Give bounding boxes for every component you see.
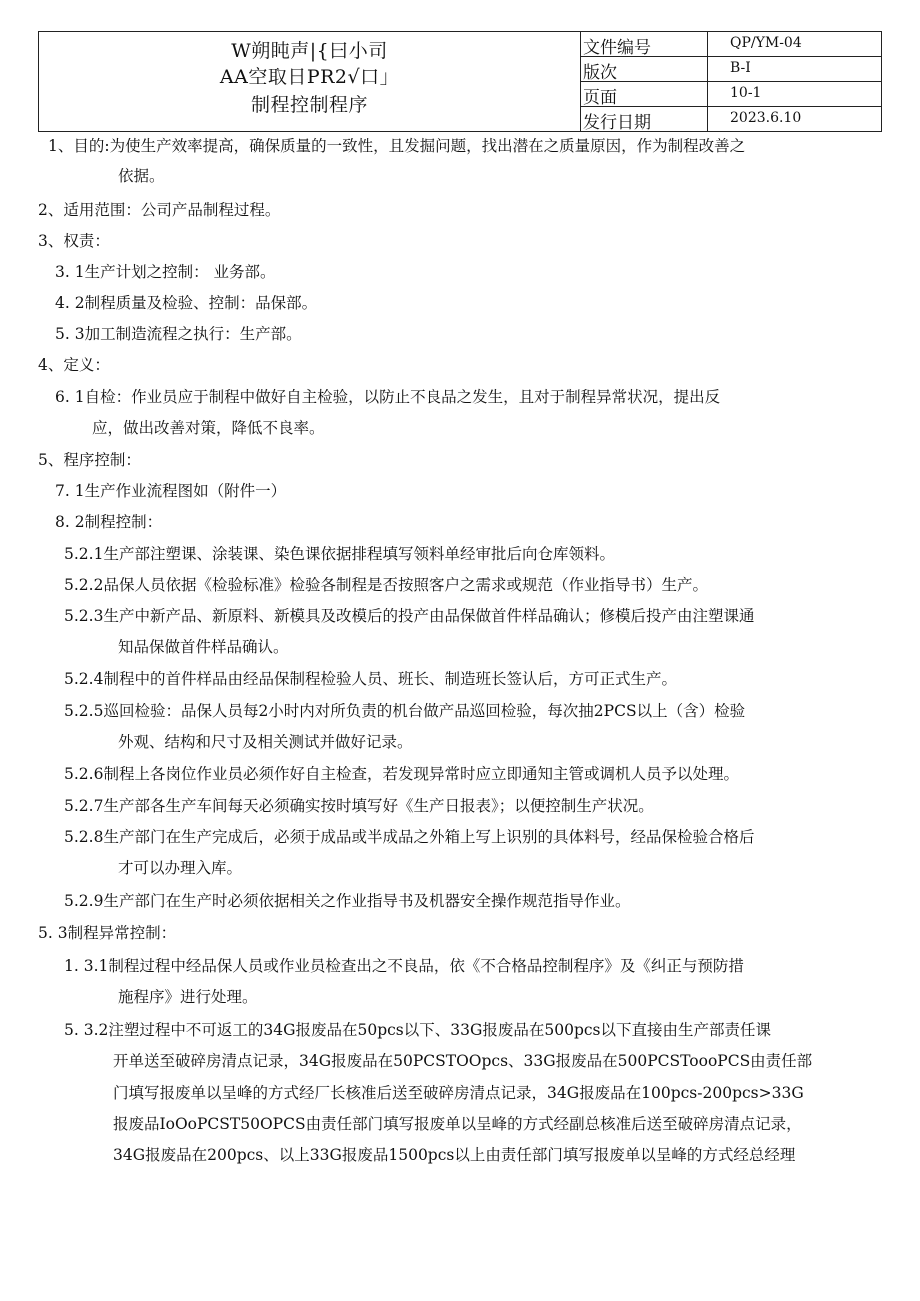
version-value: B-I xyxy=(730,60,751,76)
item-5-3-2-cont-2: 门填写报废单以呈峰的方式经厂长核准后送至破碎房清点记录，34G报废品在100pcs-200pcs>33G xyxy=(113,1084,804,1102)
item-5-2-3: 5.2.3生产中新产品、新原料、新模具及改模后的投产由品保做首件样品确认；修模后投产由注塑课通 xyxy=(64,607,755,625)
issue-date-label: 发行日期 xyxy=(583,113,651,133)
item-3-1: 3. 1生产计划之控制： 业务部。 xyxy=(55,263,276,281)
item-5-3-2-cont-4: 34G报废品在200pcs、以上33G报废品1500pcs以上由责任部门填写报废单以呈峰的方式经总经理 xyxy=(113,1146,796,1164)
document-header xyxy=(38,31,882,132)
section-5-heading: 5、程序控制： xyxy=(38,451,141,469)
item-5-2-9: 5.2.9生产部门在生产时必须依据相关之作业指导书及机器安全操作规范指导作业。 xyxy=(64,892,631,910)
company-name-line2: AA空取日PR2√口」 xyxy=(219,66,400,88)
item-5-2-1: 5.2.1生产部注塑课、涂装课、染色课依据排程填写领料单经审批后向仓库领料。 xyxy=(64,545,615,563)
header-title-cell xyxy=(39,32,581,131)
section-1-purpose-cont: 依据。 xyxy=(118,167,165,185)
company-name-line1: W朔盹声|{曰小司 xyxy=(231,40,388,62)
item-3-2: 4. 2制程质量及检验、控制：品保部。 xyxy=(55,294,318,312)
item-5-3-2-cont-3: 报废品IoOoPCST50OPCS由责任部门填写报废单以呈峰的方式经副总核准后送至破碎房清点记录， xyxy=(113,1115,802,1133)
version-label: 版次 xyxy=(583,63,617,83)
item-5-3: 5. 3制程异常控制： xyxy=(38,924,177,942)
issue-date-value: 2023.6.10 xyxy=(730,110,802,126)
doc-number-value: QP/YM-04 xyxy=(730,35,802,51)
page-label: 页面 xyxy=(583,88,617,108)
page-value: 10-1 xyxy=(730,85,762,101)
item-5-2-8-cont: 才可以办理入库。 xyxy=(118,859,243,877)
section-4-heading: 4、定义： xyxy=(38,356,110,374)
item-5-1: 7. 1生产作业流程图如（附件一） xyxy=(55,482,287,500)
header-row-issue-date xyxy=(580,107,882,132)
item-5-2-4: 5.2.4制程中的首件样品由经品保制程检验人员、班长、制造班长签认后，方可正式生产。 xyxy=(64,670,677,688)
document-title: 制程控制程序 xyxy=(250,94,368,116)
item-4-1-cont: 应，做出改善对策，降低不良率。 xyxy=(92,419,325,437)
section-3-heading: 3、权责： xyxy=(38,232,110,250)
header-row-version xyxy=(580,57,882,82)
section-1-purpose: 1、目的:为使生产效率提高，确保质量的一致性，且发掘问题，找出潜在之质量原因，作为制程改善之 xyxy=(48,137,746,155)
header-row-page xyxy=(580,82,882,107)
item-5-3-1: 1. 3.1制程过程中经品保人员或作业员检查出之不良品，依《不合格品控制程序》及《纠正与预防措 xyxy=(64,957,744,975)
item-5-3-2: 5. 3.2注塑过程中不可返工的34G报废品在50pcs以下、33G报废品在500pcs以下直接由生产部责任课 xyxy=(64,1021,772,1039)
item-4-1: 6. 1自检：作业员应于制程中做好自主检验，以防止不良品之发生，且对于制程异常状况，提出反 xyxy=(55,388,721,406)
item-5-2-5-cont: 外观、结构和尺寸及相关测试并做好记录。 xyxy=(118,733,413,751)
item-5-2-6: 5.2.6制程上各岗位作业员必须作好自主检查，若发现异常时应立即通知主管或调机人员予以处理。 xyxy=(64,765,739,783)
item-5-2-5: 5.2.5巡回检验：品保人员每2小时内对所负责的机台做产品巡回检验，每次抽2PCS以上（含）检验 xyxy=(64,702,746,720)
item-5-3-1-cont: 施程序》进行处理。 xyxy=(118,988,258,1006)
item-5-2-8: 5.2.8生产部门在生产完成后，必须于成品或半成品之外箱上写上识别的具体料号，经品保检验合格后 xyxy=(64,828,755,846)
item-5-2-7: 5.2.7生产部各生产车间每天必须确实按时填写好《生产日报表》；以便控制生产状况。 xyxy=(64,797,654,815)
item-5-2: 8. 2制程控制： xyxy=(55,513,163,531)
item-3-3: 5. 3加工制造流程之执行：生产部。 xyxy=(55,325,302,343)
doc-number-label: 文件编号 xyxy=(583,38,651,58)
item-5-3-2-cont-1: 开单送至破碎房清点记录，34G报废品在50PCSTOOpcs、33G报废品在500PCSTooоPCS由责任部 xyxy=(113,1052,813,1070)
header-row-doc-number xyxy=(580,32,882,57)
item-5-2-2: 5.2.2品保人员依据《检验标准》检验各制程是否按照客户之需求或规范（作业指导书）生产。 xyxy=(64,576,708,594)
section-2-scope: 2、适用范围：公司产品制程过程。 xyxy=(38,201,281,219)
item-5-2-3-cont: 知品保做首件样品确认。 xyxy=(118,638,289,656)
